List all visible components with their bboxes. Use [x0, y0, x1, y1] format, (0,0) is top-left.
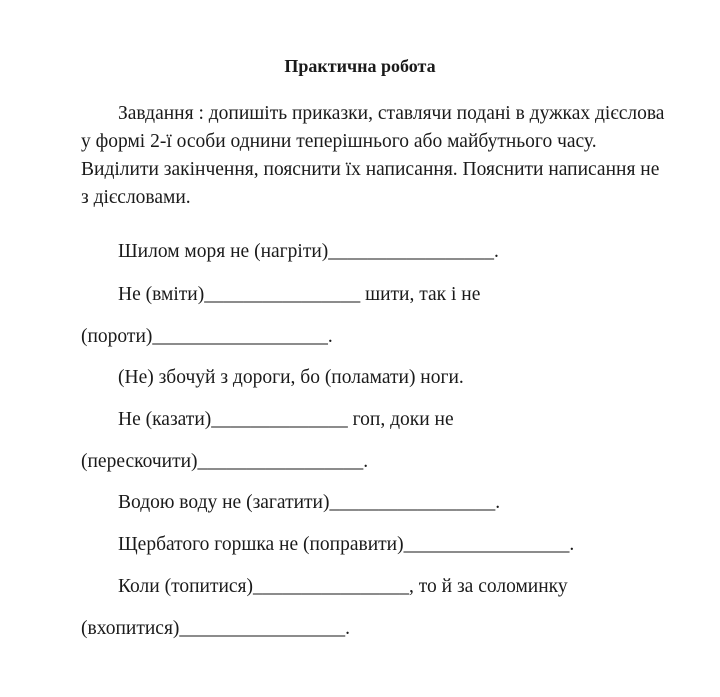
- proverb-line-1: Шилом моря не (нагріти)_________________.: [118, 241, 499, 262]
- task-paragraph: Завдання : допишіть приказки, ставлячи подані в дужках дієслова у формі 2-ї особи однини теперішнього або майбутнього часу. Виділити закінчення, пояснити їх написання. Пояснити написання не з дієсловами.: [81, 103, 665, 208]
- proverb-line-6: (перескочити)_________________.: [81, 451, 369, 472]
- proverb-line-2: Не (вміти)________________ шити, так і не: [118, 284, 481, 305]
- proverb-line-3: (пороти)__________________.: [81, 326, 333, 347]
- document-title: Практична робота: [284, 56, 436, 76]
- proverb-line-9: Коли (топитися)________________, то й за соломинку: [118, 576, 568, 597]
- proverb-line-10: (вхопитися)_________________.: [81, 618, 351, 639]
- proverb-line-5: Не (казати)______________ гоп, доки не: [118, 409, 454, 430]
- proverb-line-7: Водою воду не (загатити)_________________.: [118, 492, 501, 513]
- proverb-line-8: Щербатого горшка не (поправити)_________________.: [118, 534, 575, 555]
- proverb-line-4: (Не) збочуй з дороги, бо (поламати) ноги.: [118, 367, 464, 388]
